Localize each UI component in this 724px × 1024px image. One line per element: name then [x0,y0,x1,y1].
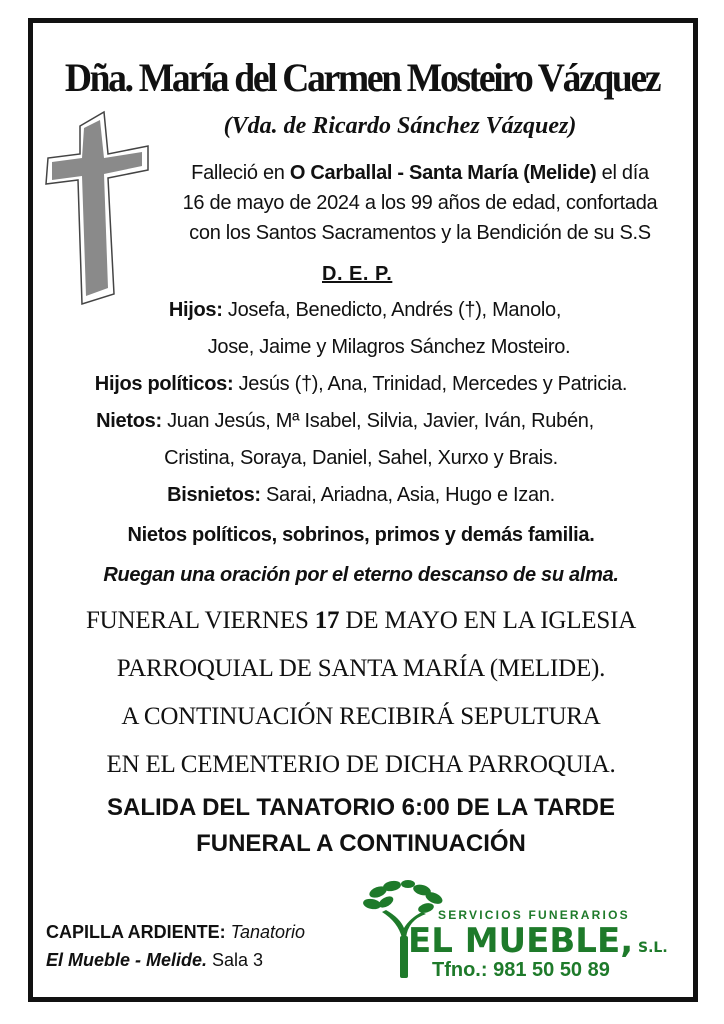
bisnietos-line [36,481,686,509]
death-place: O Carballal - Santa María (Melide) [289,162,597,184]
nietos-line-2: Cristina, Soraya, Daniel, Sahel, Xurxo y Brais. [164,447,558,469]
funeral-line-1 [36,607,686,635]
dep-heading: D. E. P. [322,263,393,285]
other-family-line: Nietos políticos, sobrinos, primos y demás familia. [127,524,595,546]
hijos-names: Josefa, Benedicto, Andrés (†), Manolo, [222,299,562,321]
departure-time: SALIDA DEL TANATORIO 6:00 DE LA TARDE [106,794,616,821]
nietos-line [20,407,670,435]
funeral-day: 17 [314,607,340,634]
chapel-place: Tanatorio [225,922,306,942]
hijos-line [40,296,690,324]
hijos-politicos-label: Hijos políticos: [94,373,234,395]
funeral-after: FUNERAL A CONTINUACIÓN [196,830,526,857]
cross-icon [44,108,152,308]
chapel-location: El Mueble - Melide. [46,950,208,970]
deceased-name: Dña. María del Carmen Mosteiro Vázquez [64,55,660,100]
widow-of: (Vda. de Ricardo Sánchez Vázquez) [223,113,577,139]
bisnietos-label: Bisnietos: [167,484,261,506]
company-name-text: EL MUEBLE, [408,921,634,961]
intro-text: el día [596,162,649,184]
chapel-info [46,918,305,974]
company-phone: Tfno.: 981 50 50 89 [432,959,610,981]
nietos-names: Juan Jesús, Mª Isabel, Silvia, Javier, Iván, Rubén, [161,410,594,432]
hijos-politicos-names: Jesús (†), Ana, Trinidad, Mercedes y Patricia. [233,373,628,395]
funeral-text: DE MAYO EN LA IGLESIA [339,607,637,634]
company-subtitle: SERVICIOS FUNERARIOS [438,908,630,922]
company-suffix: S.L. [633,940,668,956]
hijos-politicos-line [36,370,686,398]
company-name [408,921,668,961]
bisnietos-names: Sarai, Ariadna, Asia, Hugo e Izan. [260,484,555,506]
hijos-label: Hijos: [168,299,223,321]
chapel-room: Sala 3 [207,950,264,970]
prayer-request: Ruegan una oración por el eterno descanso de su alma. [103,564,619,586]
funeral-line-4: EN EL CEMENTERIO DE DICHA PARROQUIA. [106,751,616,778]
funeral-line-3: A CONTINUACIÓN RECIBIRÁ SEPULTURA [121,703,601,730]
funeral-line-2: PARROQUIAL DE SANTA MARÍA (MELIDE). [116,655,606,682]
chapel-label: CAPILLA ARDIENTE: [46,922,226,942]
hijos-line-2: Jose, Jaime y Milagros Sánchez Mosteiro. [207,336,571,358]
death-date-line: 16 de mayo de 2024 a los 99 años de edad, confortada [182,192,658,214]
nietos-label: Nietos: [96,410,162,432]
funeral-text: FUNERAL VIERNES [85,607,315,634]
intro-text: Falleció en [191,162,290,184]
sacraments-line: con los Santos Sacramentos y la Bendición de su S.S [189,222,651,244]
death-announcement [150,158,690,248]
